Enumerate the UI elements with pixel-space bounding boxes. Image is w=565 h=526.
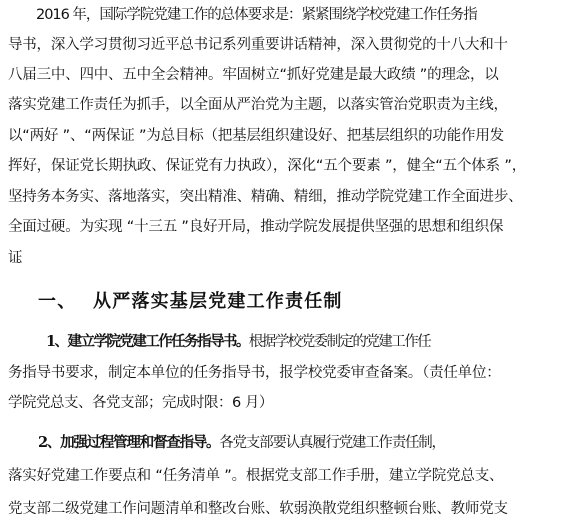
item-1-line-1 [0,332,565,352]
intro-line-6: 挥好，保证党长期执政、保证党有力执政），深化“五个要素 ”，健全“五个体系 ”， [8,158,527,174]
intro-line-5: 以“两好 ”、“两保证 ”为总目标（把基层组织建设好、把基层组织的功能作用发 [8,128,504,144]
item-1-line-3: 学院党总支、各党支部；完成时限：6 月） [8,395,273,411]
intro-line-2: 导书，深入学习贯彻习近平总书记系列重要讲话精神，深入贯彻党的十八大和十 [8,37,508,53]
intro-line-9: 证。 [8,250,25,266]
intro-line-3: 八届三中、四中、五中全会精神。牢固树立“抓好党建是最大政绩 ”的理念，以 [8,67,499,83]
intro-line-8: 全面过硬。为实现 “十三五 ”良好开局，推动学院发展提供坚强的思想和组织保 [8,219,504,235]
item-1-title: 1、建立学院党建工作任务指导书。 [46,333,249,350]
item-1-line-2: 务指导书要求，制定本单位的任务指导书，报学校党委审查备案。（责任单位： [8,365,501,381]
intro-line-7: 坚持务本务实、落地落实，突出精准、精确、精细，推动学院党建工作全面进步、 [8,189,523,205]
item-2-line-1 [0,433,565,453]
section-number: 一、 [38,291,77,312]
section-title: 从严落实基层党建工作责任制 [93,291,343,312]
item-1-text-1: 根据学校党委制定的党建工作任 [248,334,431,350]
item-2-text-1: 各党支部要认真履行党建工作责任制， [219,435,445,451]
intro-line-4: 落实党建工作责任为抓手，以全面从严治党为主题，以落实管治党职责为主线， [8,97,508,113]
intro-line-1: 2016 年，国际学院党建工作的总体要求是：紧紧围绕学校党建工作任务指 [36,7,477,23]
item-2-line-3: 党支部二级党建工作问题清单和整改台账、软弱涣散党组织整顿台账、教师党支 [8,501,508,517]
item-2-title: 2、加强过程管理和督查指导。 [38,434,220,451]
item-2-line-2: 落实好党建工作要点和 “任务清单 ”。根据党支部工作手册，建立学院党总支、 [8,468,504,484]
